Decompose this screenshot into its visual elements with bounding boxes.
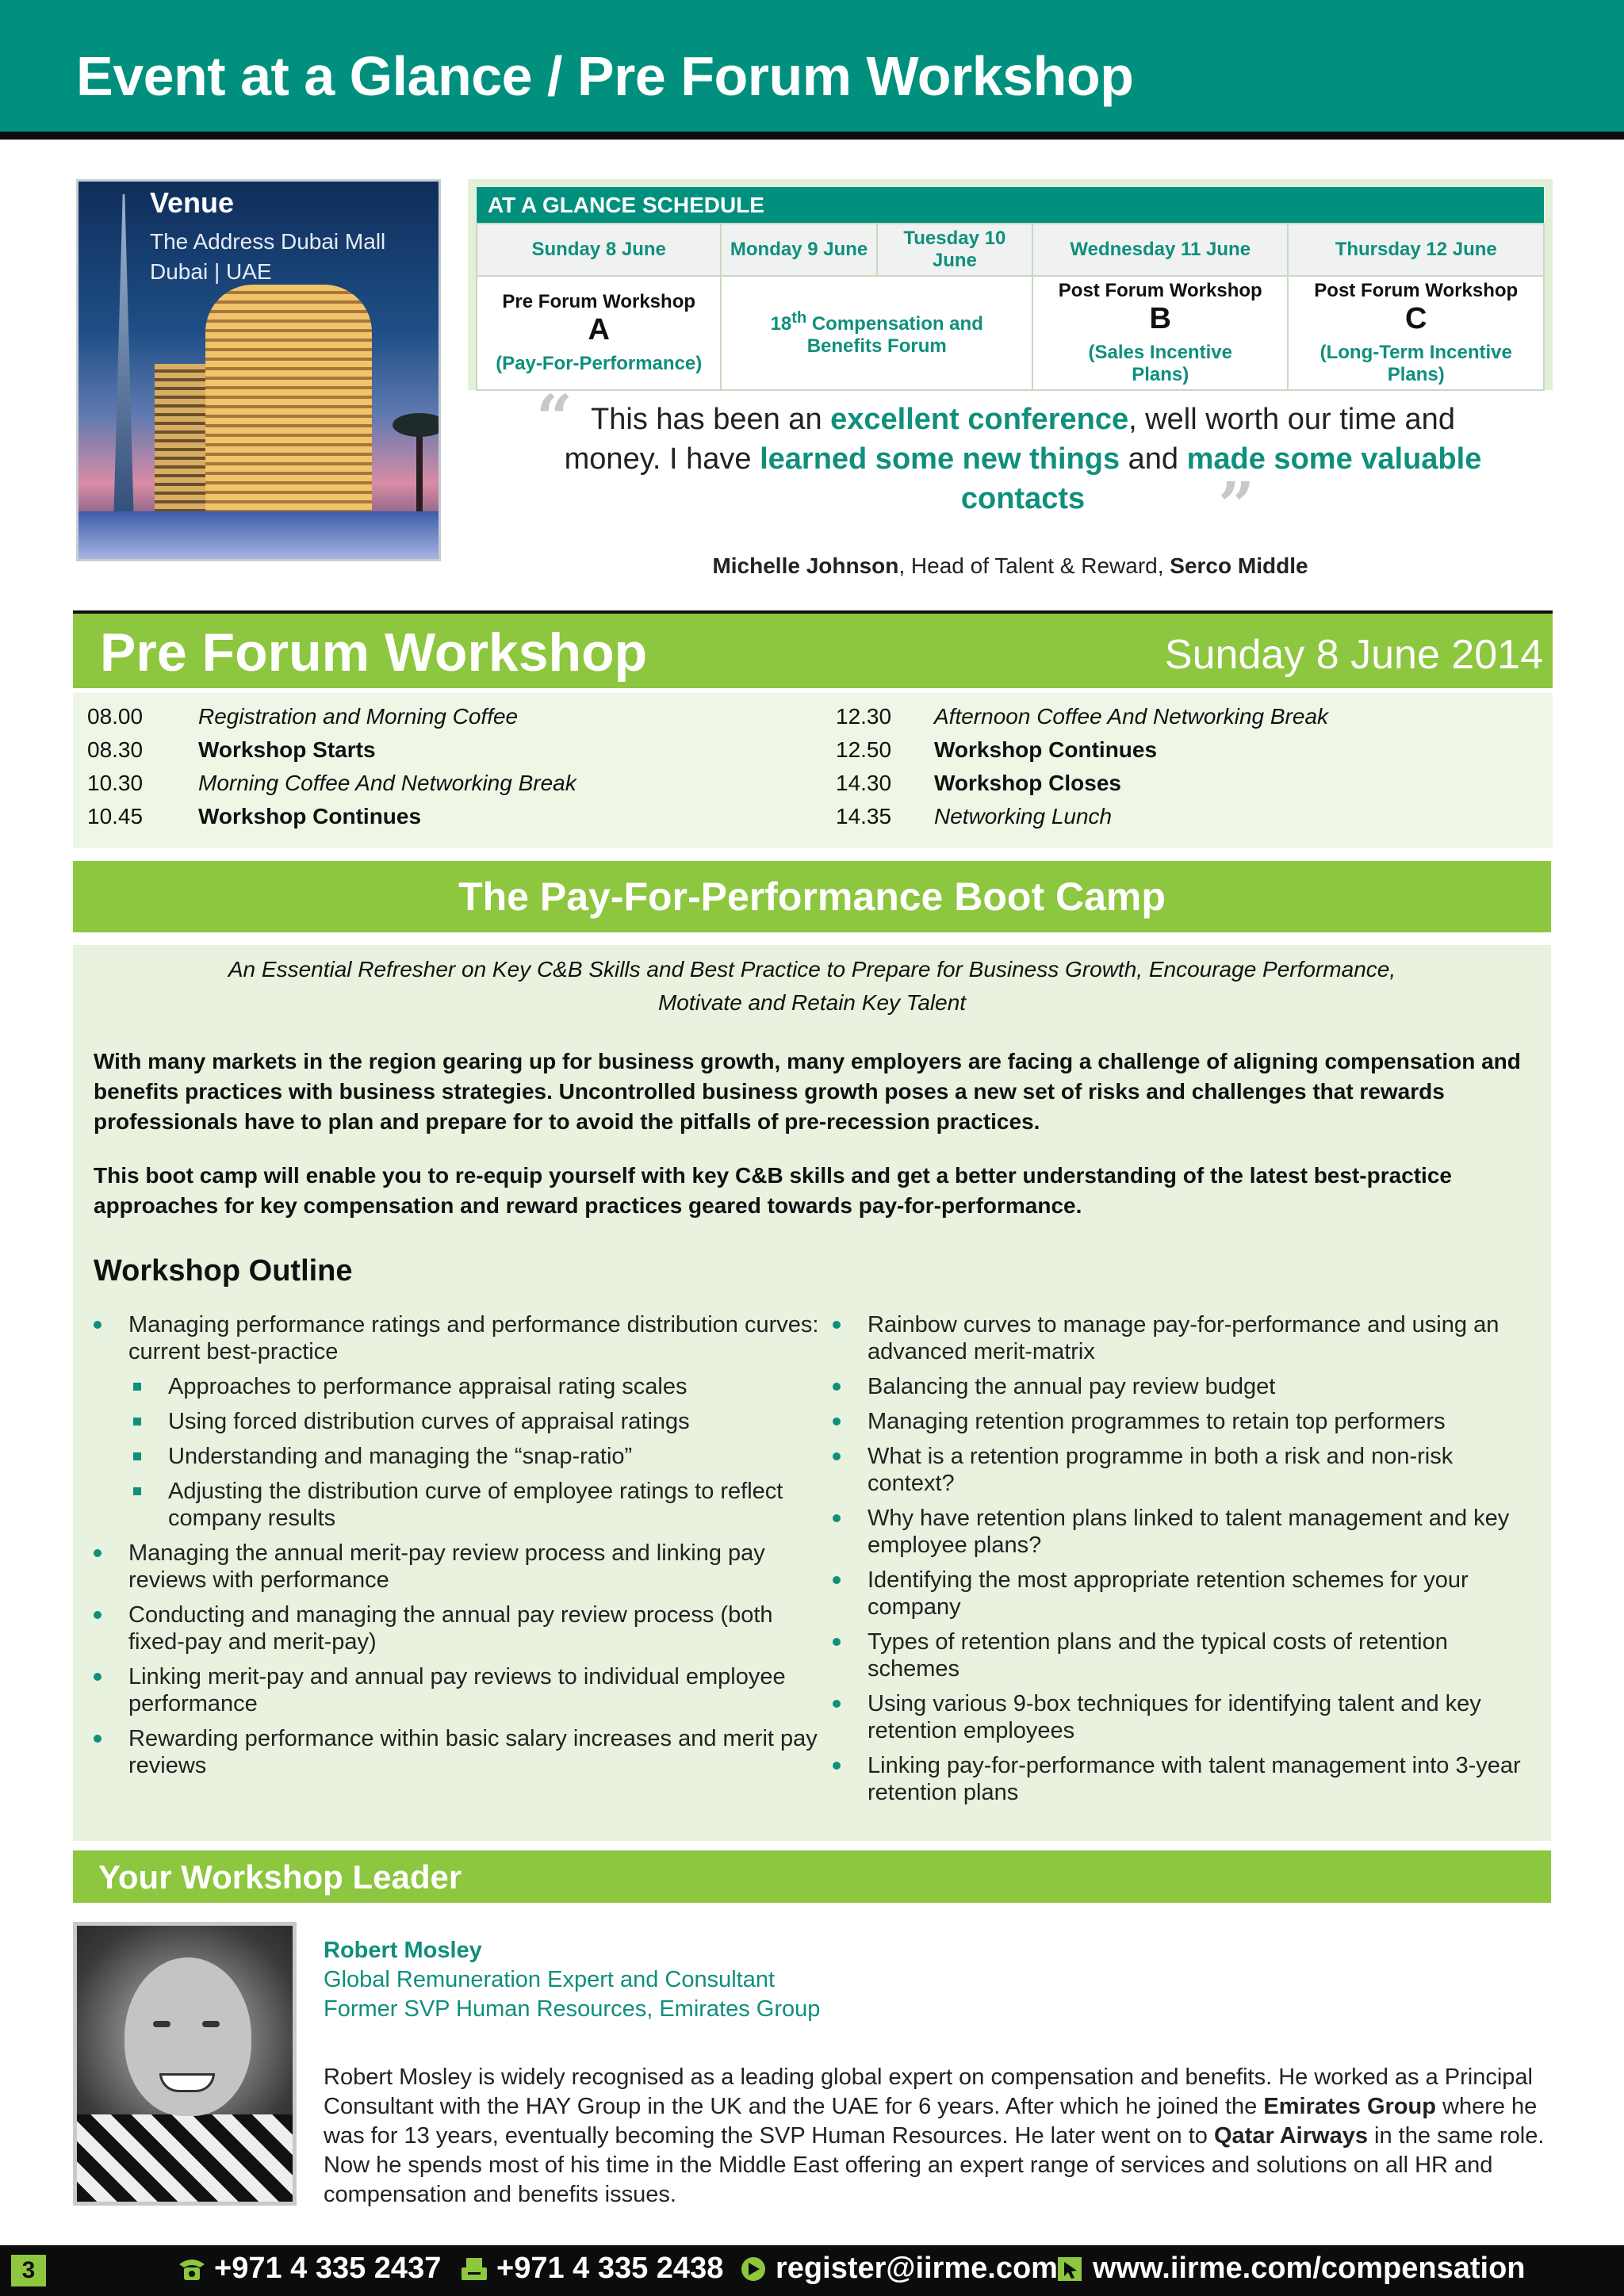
attribution-role: , Head of Talent & Reward,	[898, 553, 1170, 578]
shirt-illustration	[77, 2114, 293, 2202]
venue-city: Dubai | UAE	[150, 259, 272, 284]
header-divider	[0, 132, 1624, 140]
workshop-c-letter: C	[1405, 302, 1427, 335]
timetable-row	[87, 737, 576, 771]
schedule-title: AT A GLANCE SCHEDULE	[477, 187, 1544, 224]
website-url: www.iirme.com/compensation	[1093, 2252, 1526, 2285]
open-quote-icon: “	[536, 381, 573, 455]
workshop-c-subtitle	[1292, 342, 1540, 386]
boot-camp-paragraph: This boot camp will enable you to re-equip yourself with key C&B skills and get a better understanding of the latest best-practice approaches for key compensation and reward practices geared towards pay-for-performance.	[94, 1163, 1452, 1218]
timetable	[73, 693, 1553, 848]
pre-forum-banner	[73, 614, 1553, 688]
hotel-illustration	[205, 285, 372, 522]
timetable-row	[836, 804, 1328, 837]
attribution-name: Michelle Johnson	[712, 553, 899, 578]
timetable-right	[836, 704, 1328, 837]
day-header: Thursday 12 June	[1288, 224, 1544, 276]
quote-text: , well worth our time and money. I have	[564, 403, 1455, 476]
leader-section-title: Your Workshop Leader	[98, 1858, 462, 1896]
quote-text: This has been an	[591, 403, 831, 436]
email-icon	[737, 2255, 769, 2283]
tower-illustration	[113, 194, 134, 527]
list-item: Managing retention programmes to retain top performers	[829, 1408, 1535, 1435]
workshop-c-cell	[1288, 276, 1544, 390]
workshop-b-sub-2: Plans)	[1132, 364, 1189, 385]
workshop-b-title: Post Forum Workshop	[1058, 280, 1262, 301]
bio-text: where he was for 13 years, eventually becoming the SVP Human Resources. He later went on to	[324, 2094, 1538, 2149]
leader-role: Global Remuneration Expert and Consultant	[324, 1967, 776, 1992]
web-contact[interactable]	[1055, 2252, 1526, 2286]
quote-text: and	[1120, 442, 1187, 476]
event: Workshop Continues	[934, 737, 1158, 762]
testimonial-attribution	[468, 553, 1553, 579]
workshop-a-title: Pre Forum Workshop	[502, 291, 696, 312]
email-address: register@iirme.com	[776, 2252, 1058, 2285]
time: 12.30	[836, 704, 892, 729]
forum-text-2: Benefits Forum	[806, 335, 947, 357]
cursor-icon	[1055, 2255, 1086, 2283]
list-item: Types of retention plans and the typical costs of retention schemes	[829, 1628, 1535, 1682]
event: Workshop Continues	[198, 804, 422, 828]
forum-cell	[721, 276, 1032, 390]
list-item: What is a retention programme in both a risk and non-risk context?	[829, 1443, 1535, 1497]
event: Networking Lunch	[934, 804, 1113, 828]
list-item: Conducting and managing the annual pay review process (both fixed-pay and merit-pay)	[90, 1601, 820, 1655]
time: 08.30	[87, 737, 144, 762]
list-item: Approaches to performance appraisal rating scales	[90, 1373, 820, 1400]
testimonial-quote	[547, 400, 1499, 519]
workshop-a-subtitle: (Pay-For-Performance)	[496, 353, 703, 374]
list-item: Rainbow curves to manage pay-for-performance and using an advanced merit-matrix	[829, 1311, 1535, 1365]
list-item: Balancing the annual pay review budget	[829, 1373, 1535, 1400]
leader-name: Robert Mosley	[324, 1938, 482, 1963]
leader-bio	[324, 2063, 1553, 2210]
boot-camp-panel	[73, 945, 1551, 1841]
outline-list-right	[829, 1311, 1535, 1814]
timetable-row	[836, 771, 1328, 804]
list-item: Managing performance ratings and performance distribution curves: current best-practice	[90, 1311, 820, 1365]
time: 10.30	[87, 771, 144, 795]
intro-line: Motivate and Retain Key Talent	[657, 990, 967, 1015]
attribution-company: Serco Middle	[1170, 553, 1308, 578]
page-title: Event at a Glance / Pre Forum Workshop	[76, 45, 1134, 107]
workshop-c-title: Post Forum Workshop	[1314, 280, 1519, 301]
time: 12.50	[836, 737, 892, 762]
timetable-row	[87, 704, 576, 737]
venue-address: The Address Dubai Mall	[150, 229, 386, 254]
intro-line: An Essential Refresher on Key C&B Skills and Best Practice to Prepare for Business Growth, Encourage Performance,	[228, 957, 1396, 982]
bio-employer: Qatar Airways	[1214, 2123, 1368, 2149]
timetable-row	[836, 737, 1328, 771]
workshop-b-cell	[1032, 276, 1288, 390]
workshop-c-sub-2: Plans)	[1387, 364, 1445, 385]
list-item: Why have retention plans linked to talent management and key employee plans?	[829, 1505, 1535, 1559]
workshop-b-letter: B	[1149, 302, 1171, 335]
quote-highlight: made some valuable contacts	[960, 442, 1482, 515]
quote-highlight: learned some new things	[760, 442, 1120, 476]
phone-number: +971 4 335 2437	[214, 2252, 442, 2285]
day-header: Monday 9 June	[721, 224, 876, 276]
workshop-a-cell	[477, 276, 721, 390]
event: Registration and Morning Coffee	[198, 704, 519, 729]
workshop-b-sub-1: (Sales Incentive	[1088, 342, 1232, 363]
time: 08.00	[87, 704, 144, 729]
list-item: Identifying the most appropriate retention schemes for your company	[829, 1567, 1535, 1621]
day-header: Wednesday 11 June	[1032, 224, 1288, 276]
fax-icon	[458, 2255, 490, 2283]
page-header	[0, 0, 1624, 132]
bio-employer: Emirates Group	[1263, 2094, 1436, 2119]
contact-footer	[0, 2245, 1624, 2296]
page-number: 3	[11, 2255, 46, 2286]
close-quote-icon: ”	[1218, 468, 1255, 542]
timetable-left	[87, 704, 576, 837]
leader-photo	[73, 1922, 297, 2206]
schedule-table	[476, 187, 1545, 391]
glance-schedule	[468, 179, 1553, 390]
fax-number: +971 4 335 2438	[496, 2252, 724, 2285]
outline-list-left	[90, 1311, 820, 1787]
list-item: Adjusting the distribution curve of employee ratings to reflect company results	[90, 1478, 820, 1532]
event: Workshop Starts	[198, 737, 376, 762]
phone-contact[interactable]	[176, 2252, 441, 2286]
eye-shape	[153, 2021, 170, 2027]
list-item: Managing the annual merit-pay review process and linking pay reviews with performance	[90, 1540, 820, 1594]
boot-camp-banner	[73, 861, 1551, 932]
bio-text: Robert Mosley is widely recognised as a leading global expert on compensation and benefits. He worked as a Principal Consultant with the HAY Group in the UK and the UAE for 6 years. After which he joined the	[324, 2064, 1533, 2119]
event: Workshop Closes	[934, 771, 1121, 795]
list-item: Rewarding performance within basic salary increases and merit pay reviews	[90, 1725, 820, 1779]
day-header: Sunday 8 June	[477, 224, 721, 276]
quote-highlight: excellent conference	[830, 403, 1129, 436]
pre-forum-title: Pre Forum Workshop	[100, 622, 648, 683]
event: Afternoon Coffee And Networking Break	[934, 704, 1329, 729]
boot-camp-paragraph: With many markets in the region gearing up for business growth, many employers are facing a challenge of aligning compensation and benefits practices with business strategies. Uncontrolled business growth poses a new set of risks and challenges that rewards professionals have to plan and prepare for to avoid the pitfalls of pre-recession practices.	[94, 1049, 1521, 1134]
list-item: Using forced distribution curves of appraisal ratings	[90, 1408, 820, 1435]
list-item: Using various 9-box techniques for identifying talent and key retention employees	[829, 1690, 1535, 1744]
timetable-row	[87, 804, 576, 837]
boot-camp-title: The Pay-For-Performance Boot Camp	[458, 874, 1166, 919]
venue-image	[76, 179, 441, 561]
venue-label: Venue	[150, 186, 235, 219]
boot-camp-intro	[73, 953, 1551, 1020]
workshop-c-sub-1: (Long-Term Incentive	[1320, 342, 1512, 363]
time: 14.30	[836, 771, 892, 795]
forum-ordinal: th	[791, 308, 807, 327]
list-item: Understanding and managing the “snap-ratio”	[90, 1443, 820, 1470]
forum-text-1: Compensation and	[806, 312, 983, 335]
eye-shape	[202, 2021, 220, 2027]
email-contact[interactable]	[737, 2252, 1058, 2286]
leader-former-role: Former SVP Human Resources, Emirates Group	[324, 1996, 821, 2022]
leader-banner	[73, 1850, 1551, 1903]
list-item: Linking pay-for-performance with talent management into 3-year retention plans	[829, 1752, 1535, 1806]
fountain-plaza	[79, 511, 439, 559]
day-header: Tuesday 10 June	[877, 224, 1032, 276]
palm-tree-icon	[416, 424, 423, 511]
fax-contact[interactable]	[458, 2252, 723, 2286]
forum-number: 18	[770, 312, 792, 335]
workshop-a-letter: A	[588, 313, 610, 346]
face-illustration	[124, 1957, 251, 2116]
phone-icon	[176, 2255, 208, 2283]
workshop-outline-title: Workshop Outline	[94, 1254, 353, 1288]
timetable-row	[836, 704, 1328, 737]
bio-text: in the same role. Now he spends most of his time in the Middle East offering an expert range of services and solutions on all HR and compensation and benefits issues.	[324, 2123, 1545, 2207]
timetable-row	[87, 771, 576, 804]
event: Morning Coffee And Networking Break	[198, 771, 576, 795]
workshop-b-subtitle	[1036, 342, 1284, 386]
time: 10.45	[87, 804, 144, 828]
list-item: Linking merit-pay and annual pay reviews to individual employee performance	[90, 1663, 820, 1717]
pre-forum-date: Sunday 8 June 2014	[1164, 632, 1543, 678]
time: 14.35	[836, 804, 892, 828]
